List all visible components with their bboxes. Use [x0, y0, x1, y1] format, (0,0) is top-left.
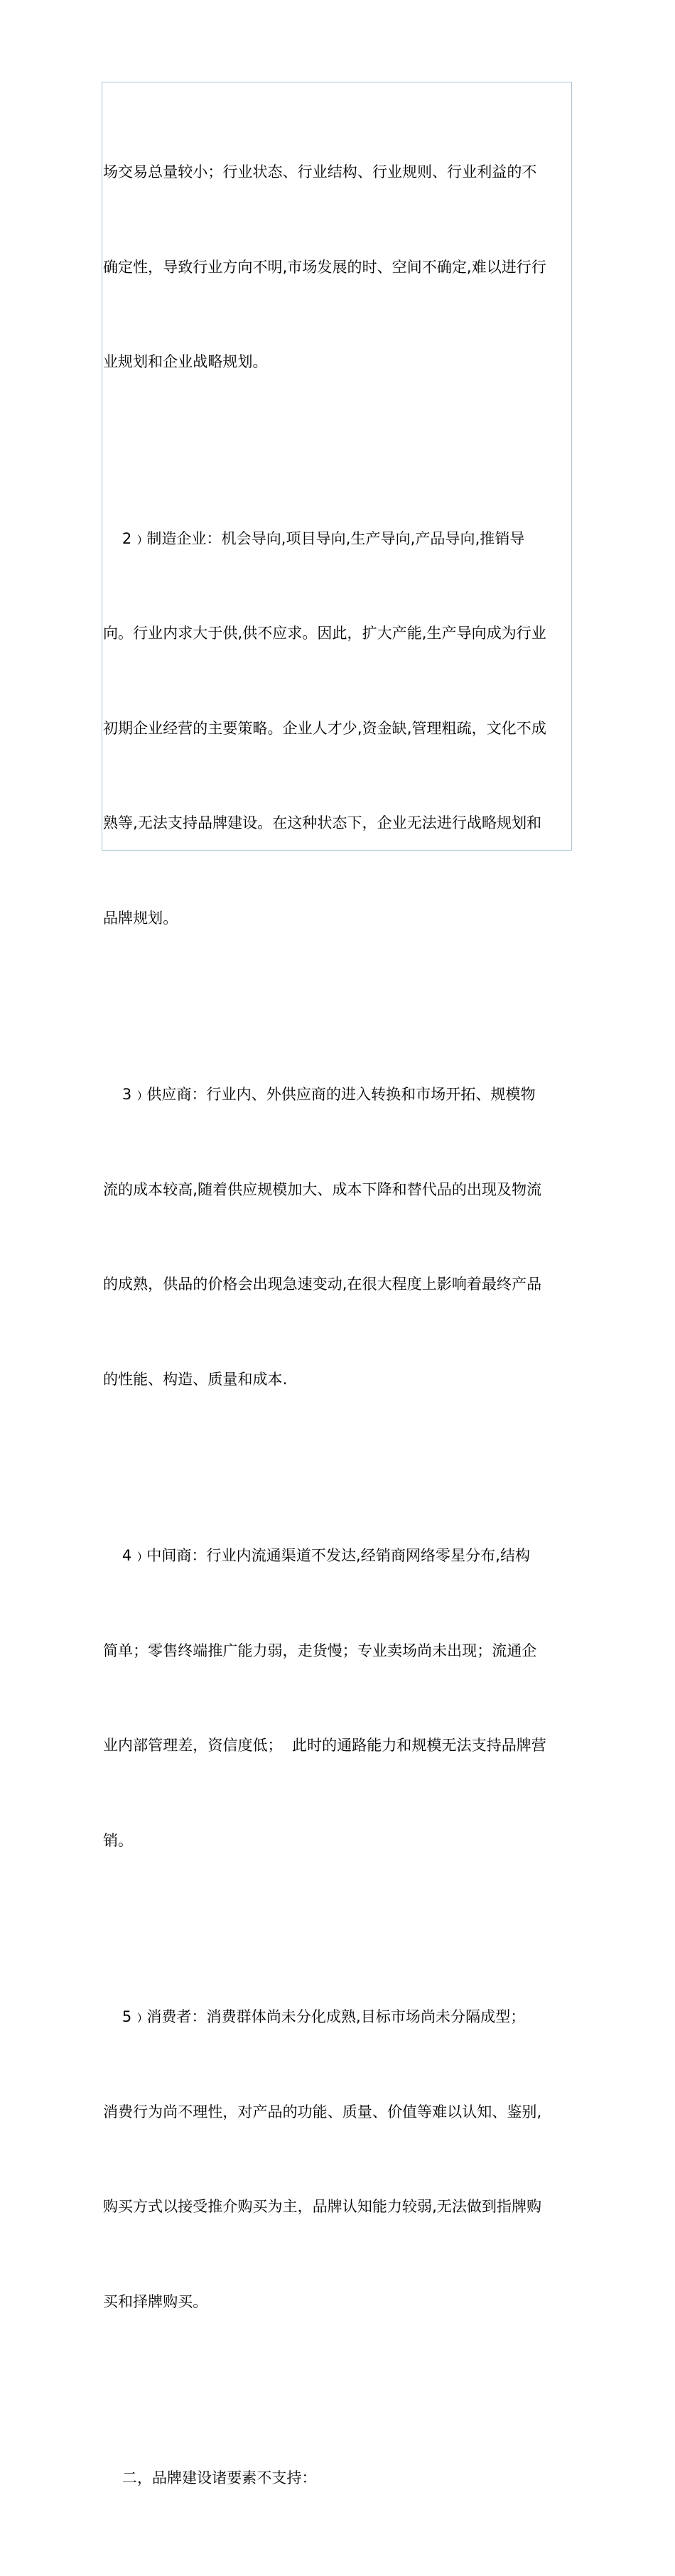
text-line: 3﹚供应商：行业内、外供应商的进入转换和市场开拓、规模物 — [103, 1086, 536, 1103]
text-line: 二，品牌建设诸要素不支持： — [103, 2469, 317, 2486]
text-line: 确定性，导致行业方向不明,市场发展的时、空间不确定,难以进行行 — [103, 258, 546, 276]
text-line: 向。行业内求大于供,供不应求。因此，扩大产能,生产导向成为行业 — [103, 625, 546, 642]
paragraph-manufacturer — [103, 460, 575, 998]
text-line: 业内部管理差，资信度低； 此时的通路能力和规模无法支持品牌营 — [103, 1737, 546, 1754]
text-line: 买和择牌购买。 — [103, 2292, 208, 2310]
text-line: 购买方式以接受推介购买为主，品牌认知能力较弱,无法做到指牌购 — [103, 2198, 542, 2215]
text-line: 熟等,无法支持品牌建设。在这种状态下，企业无法进行战略规划和 — [103, 814, 542, 831]
text-line: 品牌规划。 — [103, 909, 178, 927]
paragraph-distributor — [103, 1477, 575, 1919]
text-line: 场交易总量较小；行业状态、行业结构、行业规则、行业利益的不 — [103, 163, 537, 180]
text-line: 的性能、构造、质量和成本. — [103, 1370, 288, 1388]
text-line: 业规划和企业战略规划。 — [103, 353, 268, 370]
paragraph-consumer — [103, 1938, 575, 2381]
text-line: 5﹚消费者：消费群体尚未分化成熟,目标市场尚未分隔成型； — [103, 2008, 526, 2025]
text-line: 的成熟，供品的价格会出现急速变动,在很大程度上影响着最终产品 — [103, 1276, 542, 1293]
text-line: 简单；零售终端推广能力弱，走货慢；专业卖场尚未出现；流通企 — [103, 1642, 537, 1659]
text-line: 2﹚制造企业：机会导向,项目导向,生产导向,产品导向,推销导 — [103, 529, 525, 547]
text-line: 4﹚中间商：行业内流通渠道不发达,经销商网络零星分布,结构 — [103, 1547, 531, 1564]
text-line: 销。 — [103, 1831, 134, 1849]
document-body — [103, 93, 575, 2576]
text-line: 消费行为尚不理性，对产品的功能、质量、价值等难以认知、鉴别, — [103, 2103, 542, 2120]
section-heading — [103, 2399, 575, 2558]
paragraph-supplier — [103, 1015, 575, 1458]
paragraph-market — [103, 93, 575, 441]
text-line: 流的成本较高,随着供应规模加大、成本下降和替代品的出现及物流 — [103, 1180, 542, 1198]
text-line: 初期企业经营的主要策略。企业人才少,资金缺,管理粗疏，文化不成 — [103, 719, 546, 737]
